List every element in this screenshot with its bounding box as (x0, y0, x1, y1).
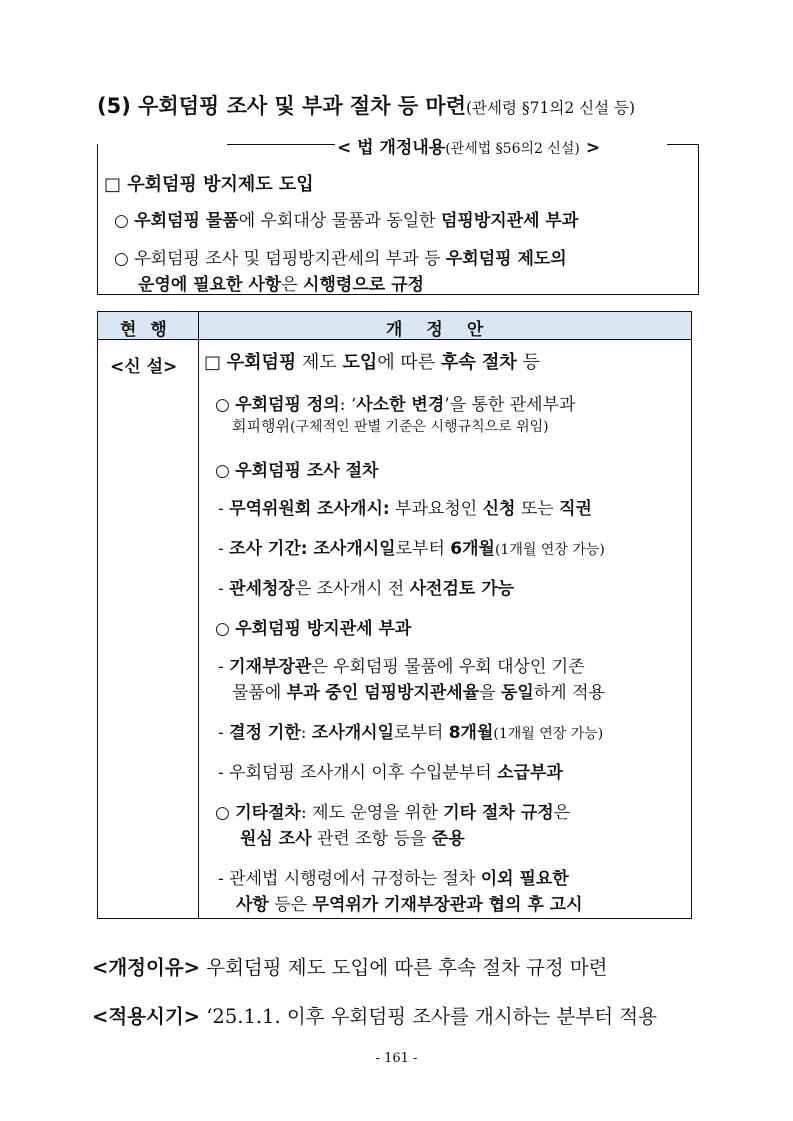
page-number: - 161 - (375, 1051, 418, 1066)
table-row: □ 우회덤핑 제도 도입에 따른 후속 절차 등 (204, 352, 540, 373)
date-text: ‘25.1.1. 이후 우회덤핑 조사를 개시하는 분부터 적용 (200, 1005, 657, 1028)
reason-text: 우회덤핑 제도 도입에 따른 후속 절차 규정 마련 (200, 956, 608, 979)
table-row: ○ 우회덤핑 방지관세 부과 (215, 619, 412, 639)
header-revised: 개정안 (386, 320, 508, 340)
table-row: - 무역위원회 조사개시: 부과요청인 신청 또는 직권 (218, 499, 592, 519)
table-row: - 우회덤핑 조사개시 이후 수입분부터 소급부과 (218, 763, 563, 783)
section-heading (97, 90, 635, 120)
table-row: - 조사 기간: 조사개시일로부터 6개월(1개월 연장 가능) (218, 539, 605, 559)
table-row: 원심 조사 관련 조항 등을 준용 (240, 829, 465, 849)
current-cell: <신 설> (110, 357, 178, 377)
table-row: - 관세청장은 조사개시 전 사전검토 가능 (218, 579, 515, 599)
table-row: 사항 등은 무역위가 기재부장관과 협의 후 고시 (236, 895, 583, 915)
law-item-3-line-2: 운영에 필요한 사항은 시행령으로 규정 (138, 275, 424, 295)
law-item-1: □ 우회덤핑 방지제도 도입 (104, 174, 314, 195)
column-divider (198, 312, 199, 918)
table-row: - 기재부장관은 우회덤핑 물품에 우회 대상인 기존 (218, 657, 585, 677)
table-header (98, 312, 691, 340)
table-row: 회피행위(구체적인 판별 기준은 시행규칙으로 위임) (232, 417, 549, 435)
table-row: ○ 기타절차: 제도 운영을 위한 기타 절차 규정은 (215, 803, 571, 823)
table-row: - 관세법 시행령에서 규정하는 절차 이외 필요한 (218, 869, 569, 889)
law-item-2: ○ 우회덤핑 물품에 우회대상 물품과 동일한 덤핑방지관세 부과 (114, 211, 579, 231)
table-row: ○ 우회덤핑 조사 절차 (215, 461, 379, 481)
table-row: 물품에 부과 중인 덤핑방지관세율을 동일하게 적용 (232, 683, 605, 703)
law-box-title-close: > (579, 138, 601, 158)
law-box-title-open: < 법 개정내용 (337, 138, 446, 158)
date-label: <적용시기> (92, 1005, 201, 1028)
reason-label: <개정이유> (92, 956, 201, 979)
header-current: 현행 (120, 320, 181, 340)
effective-date (92, 1001, 657, 1029)
comparison-table (97, 311, 692, 919)
table-row: - 결정 기한: 조사개시일로부터 8개월(1개월 연장 가능) (218, 723, 604, 743)
law-box-title-sub: (관세법 §56의2 신설) (445, 141, 580, 157)
law-amendment-box (97, 144, 699, 295)
amendment-reason (92, 952, 608, 980)
section-heading-main: (5) 우회덤핑 조사 및 부과 절차 등 마련 (97, 94, 466, 118)
law-item-3-line-1: ○ 우회덤핑 조사 및 덤핑방지관세의 부과 등 우회덤핑 제도의 (114, 249, 567, 269)
table-row: ○ 우회덤핑 정의: ‘사소한 변경’을 통한 관세부과 (215, 395, 576, 415)
section-heading-sub: (관세령 §71의2 신설 등) (466, 99, 636, 117)
